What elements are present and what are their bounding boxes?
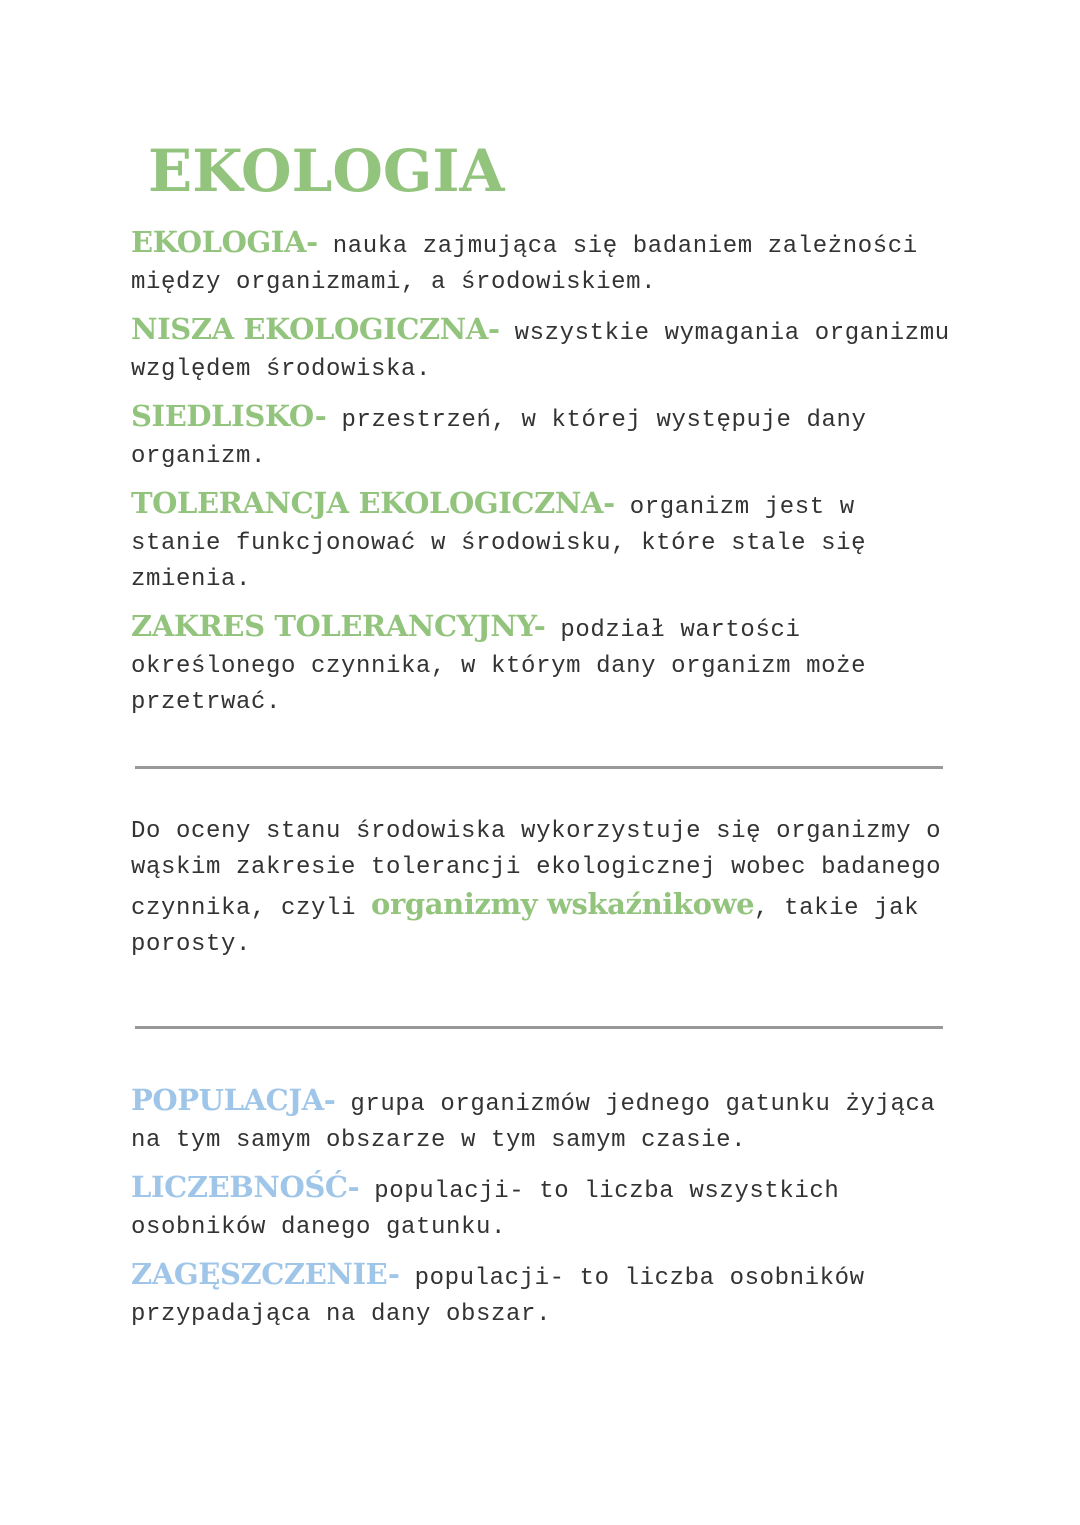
term-siedlisko: SIEDLISKO- xyxy=(131,399,327,433)
indicator-paragraph xyxy=(131,814,951,963)
definition-ekologia-text: nauka zajmująca się badaniem zależności między organizmami, a środowiskiem. xyxy=(131,233,918,296)
definition-tolerancja-ekologiczna xyxy=(131,485,951,598)
definition-siedlisko-text: przestrzeń, w której występuje dany organizm. xyxy=(131,407,867,470)
definition-zakres-tolerancyjny xyxy=(131,608,951,721)
definition-populacja xyxy=(131,1082,951,1159)
section-divider xyxy=(135,1026,943,1029)
indicator-text-after: , takie jak porosty. xyxy=(131,895,920,958)
indicator-highlight: organizmy wskaźnikowe xyxy=(371,887,755,921)
definition-liczebnosc-text: populacji- to liczba wszystkich osobników danego gatunku. xyxy=(131,1178,840,1241)
definition-zageszczenie xyxy=(131,1256,951,1333)
indicator-text-before: Do oceny stanu środowiska wykorzystuje się organizmy o wąskim zakresie tolerancji ekologicznej wobec badanego czynnika, czyli xyxy=(131,818,942,922)
term-tolerancja-ekologiczna: TOLERANCJA EKOLOGICZNA- xyxy=(131,486,615,520)
term-nisza-ekologiczna: NISZA EKOLOGICZNA- xyxy=(131,312,500,346)
definition-populacja-text: grupa organizmów jednego gatunku żyjąca na tym samym obszarze w tym samym czasie. xyxy=(131,1091,936,1154)
definition-ekologia xyxy=(131,224,951,301)
definition-zageszczenie-text: populacji- to liczba osobników przypadająca na dany obszar. xyxy=(131,1265,865,1328)
indicator-section xyxy=(131,814,951,963)
term-populacja: POPULACJA- xyxy=(131,1083,336,1117)
definition-tolerancja-ekologiczna-text: organizm jest w stanie funkcjonować w środowisku, które stale się zmienia. xyxy=(131,494,867,593)
definition-siedlisko xyxy=(131,398,951,475)
page-title: EKOLOGIA xyxy=(148,137,505,205)
definition-zakres-tolerancyjny-text: podział wartości określonego czynnika, w którym dany organizm może przetrwać. xyxy=(131,617,867,716)
section-divider xyxy=(135,766,943,769)
term-zageszczenie: ZAGĘSZCZENIE- xyxy=(131,1257,400,1291)
term-liczebnosc: LICZEBNOŚĆ- xyxy=(131,1170,360,1204)
definitions-section xyxy=(131,224,951,721)
definition-liczebnosc xyxy=(131,1169,951,1246)
term-ekologia: EKOLOGIA- xyxy=(131,225,318,259)
term-zakres-tolerancyjny: ZAKRES TOLERANCYJNY- xyxy=(131,609,546,643)
definition-nisza-ekologiczna xyxy=(131,311,951,388)
population-section xyxy=(131,1082,951,1333)
definition-nisza-ekologiczna-text: wszystkie wymagania organizmu względem środowiska. xyxy=(131,320,950,383)
